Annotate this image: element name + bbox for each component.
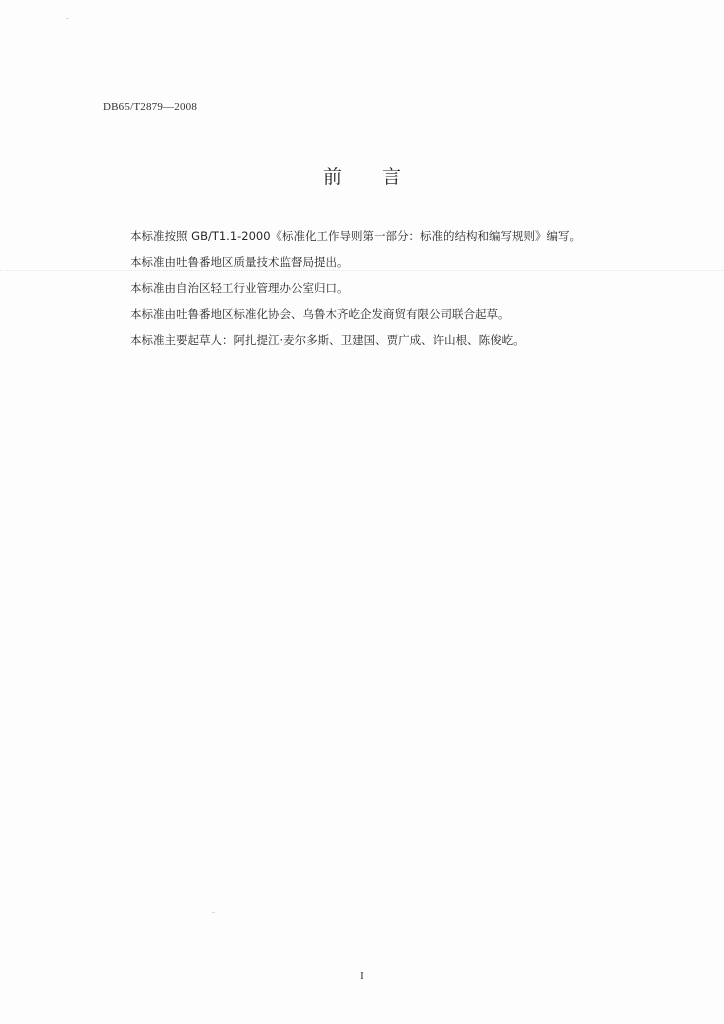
page-number: I [360, 970, 364, 982]
paragraph-drafting-standard: 本标准按照 GB/T1.1-2000《标准化工作导则第一部分：标准的结构和编写规则》编写。 [130, 229, 582, 243]
scan-speck [66, 18, 69, 19]
section-title: 前言 [322, 166, 441, 188]
paragraph-administrator: 本标准由自治区轻工行业管理办公室归口。 [130, 281, 349, 295]
foreword-body [130, 223, 650, 353]
paragraph-drafting-organizations: 本标准由吐鲁番地区标准化协会、乌鲁木齐屹企发商贸有限公司联合起草。 [130, 307, 510, 321]
paragraph-proposer: 本标准由吐鲁番地区质量技术监督局提出。 [130, 255, 349, 269]
scan-speck [212, 912, 215, 913]
document-code: DB65/T2879—2008 [103, 101, 198, 113]
paragraph-main-drafters: 本标准主要起草人：阿扎提江·麦尔多斯、卫建国、贾广成、许山根、陈俊屹。 [130, 333, 525, 347]
